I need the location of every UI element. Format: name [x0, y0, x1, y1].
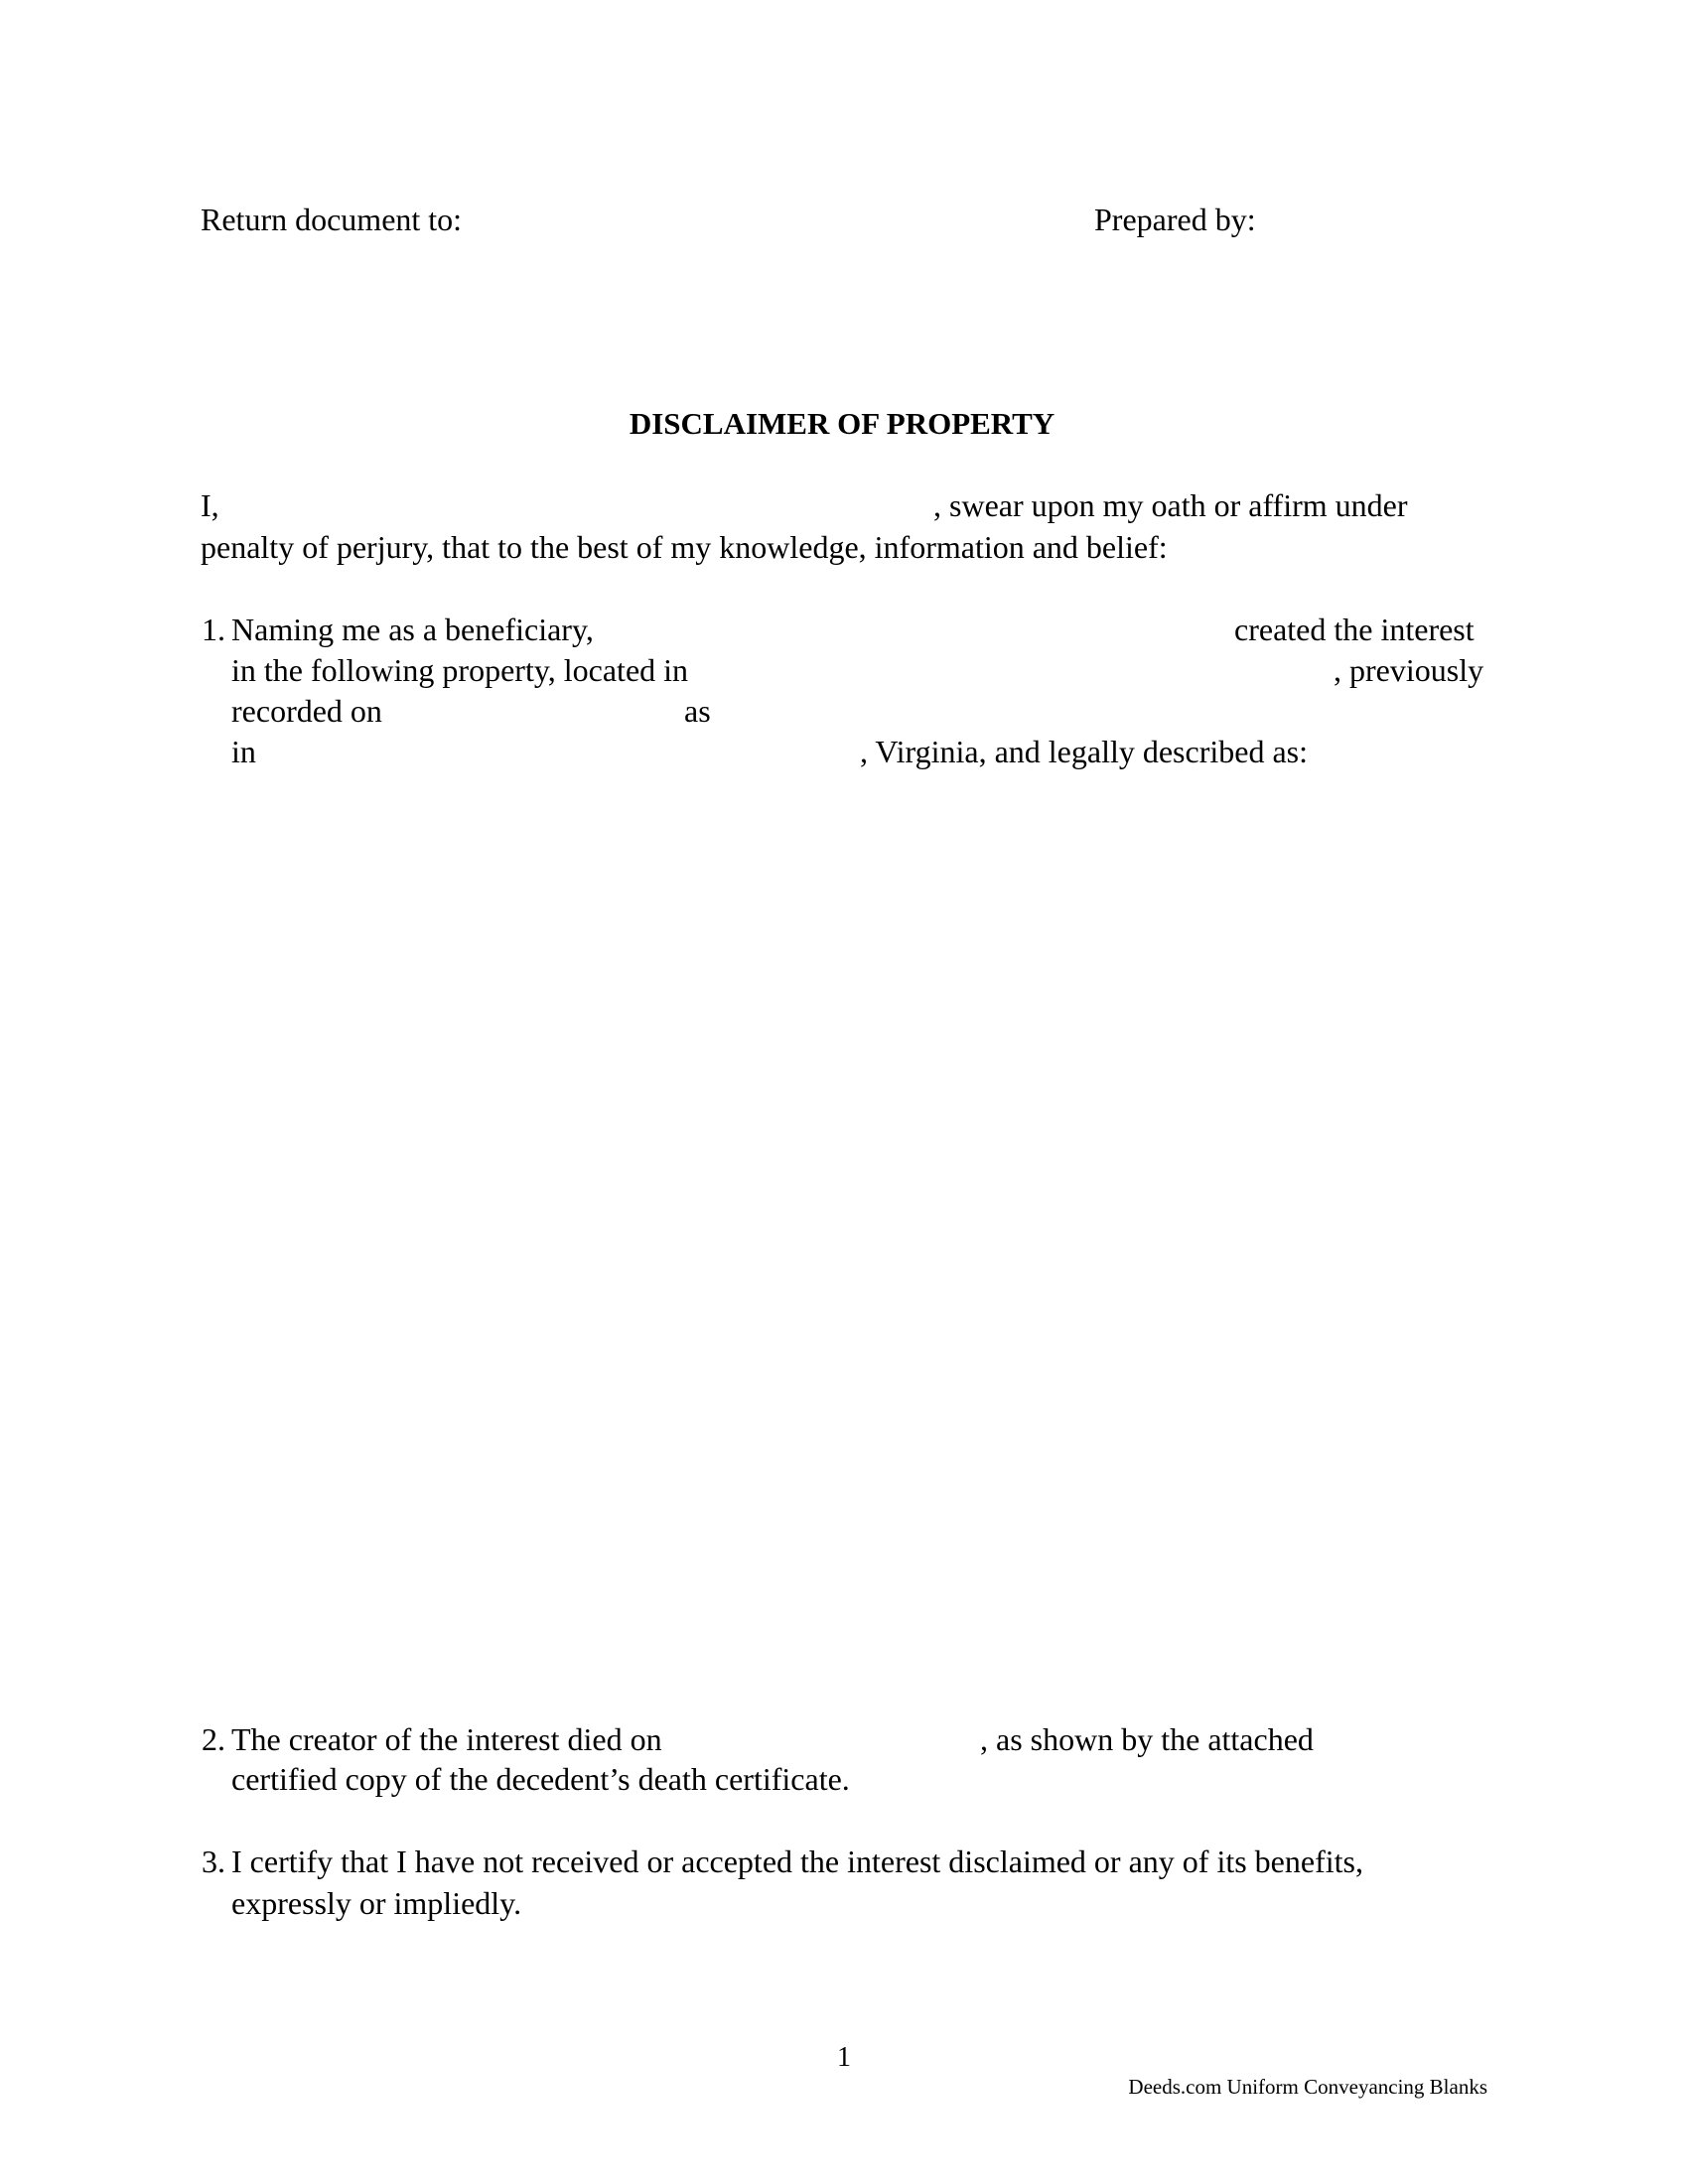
footer-text: Deeds.com Uniform Conveyancing Blanks	[1128, 2075, 1487, 2099]
item-1-line-3-start: recorded on	[231, 693, 382, 729]
item-1-line-2-end: , previously	[1334, 652, 1484, 688]
return-document-to-label: Return document to:	[201, 202, 463, 237]
item-2-line-2: certified copy of the decedent’s death certificate.	[231, 1761, 850, 1797]
page-number: 1	[837, 2042, 851, 2073]
affiant-name-blank[interactable]	[228, 487, 928, 523]
item-1-line-1-end: created the interest	[1234, 612, 1475, 647]
prepared-by-label: Prepared by:	[1094, 202, 1256, 237]
oath-suffix: , swear upon my oath or affirm under	[933, 487, 1408, 523]
county-blank[interactable]	[723, 652, 1329, 688]
item-1-line-4-start: in	[231, 734, 256, 769]
creator-name-blank[interactable]	[611, 612, 1226, 647]
item-3-line-2: expressly or impliedly.	[231, 1885, 522, 1921]
document-title: DISCLAIMER OF PROPERTY	[629, 406, 1055, 441]
recording-reference-blank[interactable]	[725, 693, 1489, 729]
legal-description-area[interactable]	[231, 784, 1492, 1698]
recording-office-blank[interactable]	[263, 734, 854, 769]
item-1-line-1-start: Naming me as a beneficiary,	[231, 612, 594, 647]
item-1-line-4-end: , Virginia, and legally described as:	[860, 734, 1308, 769]
oath-prefix: I,	[201, 487, 219, 523]
item-2-number: 2.	[202, 1721, 225, 1757]
item-2-line-1-start: The creator of the interest died on	[231, 1721, 662, 1757]
oath-line-2: penalty of perjury, that to the best of my knowledge, information and belief:	[201, 529, 1168, 565]
item-3-number: 3.	[202, 1843, 225, 1879]
item-1-line-2-start: in the following property, located in	[231, 652, 689, 688]
item-1-number: 1.	[202, 612, 225, 647]
item-2-line-1-end: , as shown by the attached	[980, 1721, 1314, 1757]
recording-date-blank[interactable]	[392, 693, 675, 729]
item-3-line-1: I certify that I have not received or accepted the interest disclaimed or any of its benefits,	[231, 1843, 1363, 1879]
death-date-blank[interactable]	[690, 1721, 973, 1757]
item-1-line-3-mid: as	[684, 693, 711, 729]
